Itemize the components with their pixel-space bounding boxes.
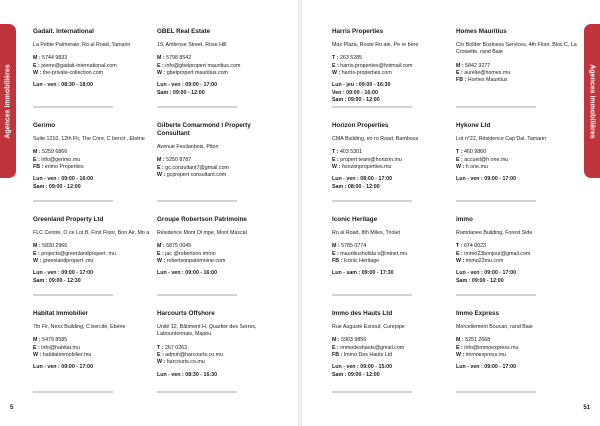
left-page [0, 0, 298, 426]
agency-address: Morcellement Boucan, rand Baie [456, 323, 533, 330]
section-tab-label: Agences immobilières [4, 63, 12, 139]
contact-line [33, 243, 155, 250]
agency-address: Lot n°22, Résidence Cap Dal, Tamarin [456, 135, 547, 142]
agency-contacts [33, 149, 155, 171]
contact-value: h one.mu [465, 164, 488, 171]
contact-value: immodeshauts@gmail.com [340, 344, 405, 351]
section-tab [584, 24, 600, 178]
agency-entry [33, 28, 155, 90]
contact-key: E : [456, 156, 463, 163]
contact-line [33, 164, 155, 171]
contact-value: info@gbelpropert mauritius.com [165, 62, 241, 69]
contact-line [456, 345, 578, 352]
hours-line: Lun - ven : 09:00 - 16:00 [33, 176, 94, 183]
contact-key: E : [332, 250, 339, 257]
contact-key: T : [456, 243, 463, 250]
contact-value: the-private-collection.com [42, 70, 104, 77]
contact-line [157, 258, 279, 265]
contact-line [33, 63, 155, 70]
page-number: 51 [583, 405, 590, 411]
hours-line: Sam : 09:00 - 12:30 [33, 277, 81, 284]
agency-address: La Petite Palmeraie, Ro al Road, Tamarin [33, 41, 131, 48]
contact-key: M : [33, 337, 41, 344]
agency-name: Hykone Ltd [456, 122, 491, 129]
agency-name: Harris Properties [332, 28, 384, 35]
contact-line [157, 172, 279, 179]
agency-contacts [157, 345, 279, 367]
contact-key: E : [456, 250, 463, 257]
agency-contacts [332, 337, 454, 359]
contact-line [332, 258, 454, 265]
contact-value: 403 5301 [339, 149, 363, 156]
contact-value: 5744 9833 [42, 55, 68, 62]
contact-key: M : [157, 157, 165, 164]
agency-address: Ro al Road, 8th Miles, Triolet [332, 229, 401, 236]
agency-entry [157, 310, 279, 379]
contact-value: 5875 0045 [166, 243, 192, 250]
contact-value: 5251 2668 [465, 337, 491, 344]
contact-value: harcourts.co.mu [166, 359, 205, 366]
contact-key: M : [157, 55, 165, 62]
right-page [302, 0, 600, 426]
contact-value: 5479 8585 [42, 337, 68, 344]
contact-key: M : [33, 243, 41, 250]
entry-separator [33, 106, 113, 108]
opening-hours [157, 82, 279, 97]
entry-separator [456, 106, 536, 108]
contact-value: jac @robertson.immo [165, 250, 216, 257]
hours-line: Lun - ven : 09:00 - 15:00 [332, 364, 393, 371]
agency-entry [332, 122, 454, 191]
contact-key: E : [456, 70, 463, 77]
agency-entry [33, 122, 155, 191]
agency-address: Ramdanee Building, Forest Side [456, 229, 533, 236]
contact-value: 5798 8542 [166, 55, 192, 62]
contact-value: harris-properties.com [341, 70, 392, 77]
agency-name: Habitat Immobilier [33, 310, 88, 317]
contact-value: propert team@horizon.mu [340, 156, 402, 163]
contact-key: W : [456, 352, 465, 359]
contact-line [456, 164, 578, 171]
agency-name: Gadait. International [33, 28, 94, 35]
contact-line [332, 149, 454, 156]
contact-key: M : [456, 62, 464, 69]
contact-value: gbelpropert mauritius.com [166, 70, 228, 77]
agency-entry [157, 28, 279, 97]
entry-separator [157, 294, 237, 296]
hours-line: Lun - ven : 09:00 - 17:00 [157, 82, 218, 89]
contact-key: W : [157, 258, 166, 265]
contact-key: M : [332, 337, 340, 344]
agency-name: Immo des Hauts Ltd [332, 310, 393, 317]
contact-line [33, 251, 155, 258]
agency-entry [332, 310, 454, 379]
agency-name: Groupe Robertson Patrimoine [157, 216, 247, 223]
contact-key: M : [332, 243, 340, 250]
contact-line [456, 243, 578, 250]
hours-line: Sam : 09:00 - 12:00 [157, 89, 205, 96]
agency-address: 7th Flr, Nexs Building, C bercité, Ebène [33, 323, 126, 330]
contact-line [456, 337, 578, 344]
contact-value: 5259 6866 [42, 149, 68, 156]
entry-separator [332, 294, 412, 296]
agency-entry [456, 216, 578, 285]
hours-line: Lun - ven : 09:00 - 17:00 [33, 364, 94, 371]
contact-key: T : [332, 55, 339, 62]
contact-value: 460 9860 [463, 149, 487, 156]
contact-value: horizonproperties.mu [341, 164, 392, 171]
contact-key: T : [157, 344, 164, 351]
contact-line [33, 70, 155, 77]
contact-line [157, 157, 279, 164]
contact-value: mauritiusholida s@intnet.mu [340, 250, 408, 257]
contact-value: admin@harcourts.co.mu [165, 352, 224, 359]
contact-value: 5903 9856 [341, 337, 367, 344]
contact-key: T : [456, 149, 463, 156]
contact-key: W : [157, 359, 166, 366]
contact-value: 5250 8787 [166, 157, 192, 164]
agency-entry [33, 216, 155, 285]
contact-key: M : [33, 55, 41, 62]
agency-address: Rue Auguste Esnouf, Curepipe [332, 323, 405, 330]
agency-contacts [157, 243, 279, 265]
contact-value: projects@greenlandpropert .mu [41, 250, 116, 257]
hours-line: Lun - jeu : 09:00 - 16:30 [332, 82, 391, 89]
contact-value: immoexpress.mu [465, 352, 507, 359]
contact-line [157, 352, 279, 359]
entry-separator [33, 391, 113, 393]
agency-name: Gilberte Comarmond l Property Consultant [157, 122, 251, 137]
agency-contacts [332, 243, 454, 265]
opening-hours [157, 270, 279, 277]
contact-key: W : [33, 258, 42, 265]
hours-line: Lun - ven : 09:00 - 16:00 [157, 270, 218, 277]
contact-line [332, 243, 454, 250]
contact-key: W : [33, 70, 42, 77]
hours-line: Lun - ven : 09:00 - 17:00 [33, 270, 94, 277]
entry-separator [157, 200, 237, 202]
contact-line [332, 63, 454, 70]
contact-value: 267 0263 [164, 344, 188, 351]
contact-line [456, 70, 578, 77]
contact-key: W : [332, 70, 341, 77]
contact-key: FB : [33, 164, 44, 171]
contact-value: 5785 0774 [341, 243, 367, 250]
contact-line [456, 77, 578, 84]
agency-entry [456, 310, 578, 372]
agency-contacts [33, 337, 155, 359]
opening-hours [456, 270, 578, 285]
contact-key: T : [332, 149, 339, 156]
contact-key: E : [157, 164, 164, 171]
opening-hours [456, 364, 578, 371]
contact-value: habitatimmobilier.mu [42, 352, 92, 359]
contact-line [33, 337, 155, 344]
contact-line [33, 258, 155, 265]
contact-key: W : [332, 164, 341, 171]
contact-value: 263 5285 [339, 55, 363, 62]
agency-address: Résidence Mont Ol mpe, Mont Mascal [157, 229, 247, 236]
contact-key: E : [33, 250, 40, 257]
contact-line [332, 345, 454, 352]
contact-line [33, 352, 155, 359]
contact-line [157, 165, 279, 172]
contact-key: E : [332, 344, 339, 351]
contact-value: accueil@h one.mu [464, 156, 509, 163]
entry-separator [456, 200, 536, 202]
contact-line [456, 258, 578, 265]
contact-value: Iconic Heritage [343, 258, 380, 265]
contact-line [33, 157, 155, 164]
contact-value: 5830 2966 [42, 243, 68, 250]
contact-line [332, 70, 454, 77]
contact-value: erimo Properties [44, 164, 84, 171]
contact-key: E : [33, 62, 40, 69]
entry-separator [157, 391, 237, 393]
agency-contacts [157, 157, 279, 179]
contact-line [456, 149, 578, 156]
contact-key: W : [157, 171, 166, 178]
contact-value: Homes Mauritius [467, 77, 508, 84]
opening-hours [33, 82, 155, 89]
section-tab [0, 24, 16, 178]
contact-line [456, 157, 578, 164]
agency-entry [332, 28, 454, 105]
agency-contacts [33, 243, 155, 265]
entry-separator [332, 106, 412, 108]
hours-line: Lun - ven : 08:30 - 18:00 [33, 82, 94, 89]
contact-line [157, 63, 279, 70]
agency-name: Greenland Property Ltd [33, 216, 104, 223]
agency-entry [157, 122, 279, 184]
hours-line: Sam : 09:00 - 12:00 [332, 371, 380, 378]
agency-name: Homes Mauritius [456, 28, 507, 35]
entry-separator [456, 391, 536, 393]
agency-entry [456, 28, 578, 90]
contact-key: E : [33, 156, 40, 163]
contact-key: E : [33, 344, 40, 351]
agency-contacts [33, 55, 155, 77]
entry-separator [33, 294, 113, 296]
contact-value: harris.properties@hotmail.com [340, 62, 413, 69]
contact-value: pierre@gadait-international.com [41, 62, 117, 69]
agency-contacts [332, 149, 454, 171]
hours-line: Sam : 08:00 - 12:00 [332, 183, 380, 190]
entry-separator [157, 106, 237, 108]
contact-line [332, 55, 454, 62]
hours-line: Sam : 09:00 - 12:00 [33, 183, 81, 190]
contact-value: greenlandpropert .mu [42, 258, 94, 265]
contact-value: 5842 3277 [465, 62, 491, 69]
agency-name: immo [456, 216, 473, 223]
agency-entry [33, 310, 155, 372]
hours-line: Sam : 09:00 - 12:00 [456, 277, 504, 284]
agency-address: FLC Centre, O ce Lot B, First Floor, Bon Air, Mo a [33, 229, 150, 236]
agency-address: Unité 12, Bâtiment H, Quartier des Serres, Labourdonnais, Mapou [157, 323, 257, 338]
contact-key: FB : [332, 258, 343, 265]
hours-line: Lun - ven : 08:00 - 17:00 [332, 176, 393, 183]
contact-key: M : [33, 149, 41, 156]
contact-value: immo23mu.com [465, 258, 504, 265]
contact-value: aurelie@homes.mu [464, 70, 511, 77]
entry-separator [33, 200, 113, 202]
agency-name: Harcourts Offshore [157, 310, 215, 317]
contact-line [157, 243, 279, 250]
contact-key: E : [456, 344, 463, 351]
hours-line: Sam : 09:00 - 12:00 [332, 97, 380, 104]
section-tab-label: Agences immobilières [588, 63, 596, 139]
agency-entry [157, 216, 279, 278]
hours-line: Lun - ven : 09:00 - 17:00 [456, 176, 517, 183]
hours-line: Lun - ven : 09:00 - 17:00 [456, 270, 517, 277]
agency-entry [456, 122, 578, 184]
agency-contacts [157, 55, 279, 77]
contact-line [332, 251, 454, 258]
agency-name: Horizon Properties [332, 122, 389, 129]
agency-address: C/o Bolder Business Services, 4th Floor, Bloc C, La Croisette, rand Baie [456, 41, 577, 56]
agency-contacts [456, 243, 578, 265]
hours-line: Ven : 09:00 - 16:00 [332, 89, 378, 96]
opening-hours [332, 82, 454, 104]
agency-address: CMA Building, eo ro Road, Bambous [332, 135, 419, 142]
contact-line [157, 345, 279, 352]
contact-line [33, 345, 155, 352]
contact-key: E : [157, 250, 164, 257]
contact-key: E : [332, 62, 339, 69]
hours-line: Lun - ven : 08:30 - 16:30 [157, 371, 218, 378]
contact-key: M : [157, 243, 165, 250]
opening-hours [157, 372, 279, 379]
contact-value: Immo Des Hauts Ltd [343, 352, 393, 359]
contact-line [456, 352, 578, 359]
contact-value: robertsonpatrimoine.com [166, 258, 226, 265]
contact-line [157, 70, 279, 77]
agency-contacts [456, 149, 578, 171]
contact-value: immo23bonjour@gmail.com [464, 250, 531, 257]
contact-line [33, 55, 155, 62]
opening-hours [33, 176, 155, 191]
opening-hours [332, 270, 454, 277]
agency-address: Suite 1210, 12th Flr, The Core, C bercit , Ebène [33, 135, 145, 142]
contact-key: E : [157, 352, 164, 359]
contact-key: W : [157, 70, 166, 77]
contact-line [157, 55, 279, 62]
contact-line [33, 149, 155, 156]
contact-key: E : [332, 156, 339, 163]
opening-hours [332, 364, 454, 379]
agency-address: Max Plaza, Route Ro ale, Pe re bère [332, 41, 419, 48]
contact-line [332, 337, 454, 344]
contact-key: W : [456, 258, 465, 265]
entry-separator [332, 391, 412, 393]
contact-key: W : [456, 164, 465, 171]
agency-name: GBEL Real Estate [157, 28, 211, 35]
contact-key: FB : [332, 352, 343, 359]
opening-hours [456, 176, 578, 183]
contact-key: FB : [456, 77, 467, 84]
contact-key: M : [456, 337, 464, 344]
contact-value: 674 0023 [463, 243, 487, 250]
entry-separator [456, 294, 536, 296]
contact-key: W : [33, 352, 42, 359]
opening-hours [33, 270, 155, 285]
entry-separator [332, 200, 412, 202]
contact-value: info@habitat.mu [41, 344, 80, 351]
hours-line: Lun - sam : 09:00 - 17:30 [332, 270, 394, 277]
opening-hours [33, 364, 155, 371]
page-number: 5 [10, 405, 14, 411]
contact-line [456, 63, 578, 70]
hours-line: Lun - ven : 09:00 - 17:00 [456, 364, 517, 371]
contact-value: gc.consultant7@gmail.com [165, 164, 229, 171]
agency-entry [332, 216, 454, 278]
agency-name: Immo Express [456, 310, 500, 317]
agency-address: 19, Ambrose Street, Rose Hill [157, 41, 227, 48]
opening-hours [332, 176, 454, 191]
contact-value: info@gerimo.mu [41, 156, 81, 163]
contact-line [456, 251, 578, 258]
agency-address: Avenue Feuilanbois, Piton [157, 143, 219, 150]
contact-line [157, 251, 279, 258]
contact-line [157, 359, 279, 366]
contact-key: E : [157, 62, 164, 69]
contact-value: info@immoexpress.mu [464, 344, 519, 351]
contact-line [332, 157, 454, 164]
contact-line [332, 164, 454, 171]
agency-contacts [456, 63, 578, 85]
agency-contacts [456, 337, 578, 359]
agency-name: Iconic Heritage [332, 216, 378, 223]
agency-name: Gerimo [33, 122, 56, 129]
contact-value: gcpropert consultant.com [166, 171, 227, 178]
contact-line [332, 352, 454, 359]
agency-contacts [332, 55, 454, 77]
